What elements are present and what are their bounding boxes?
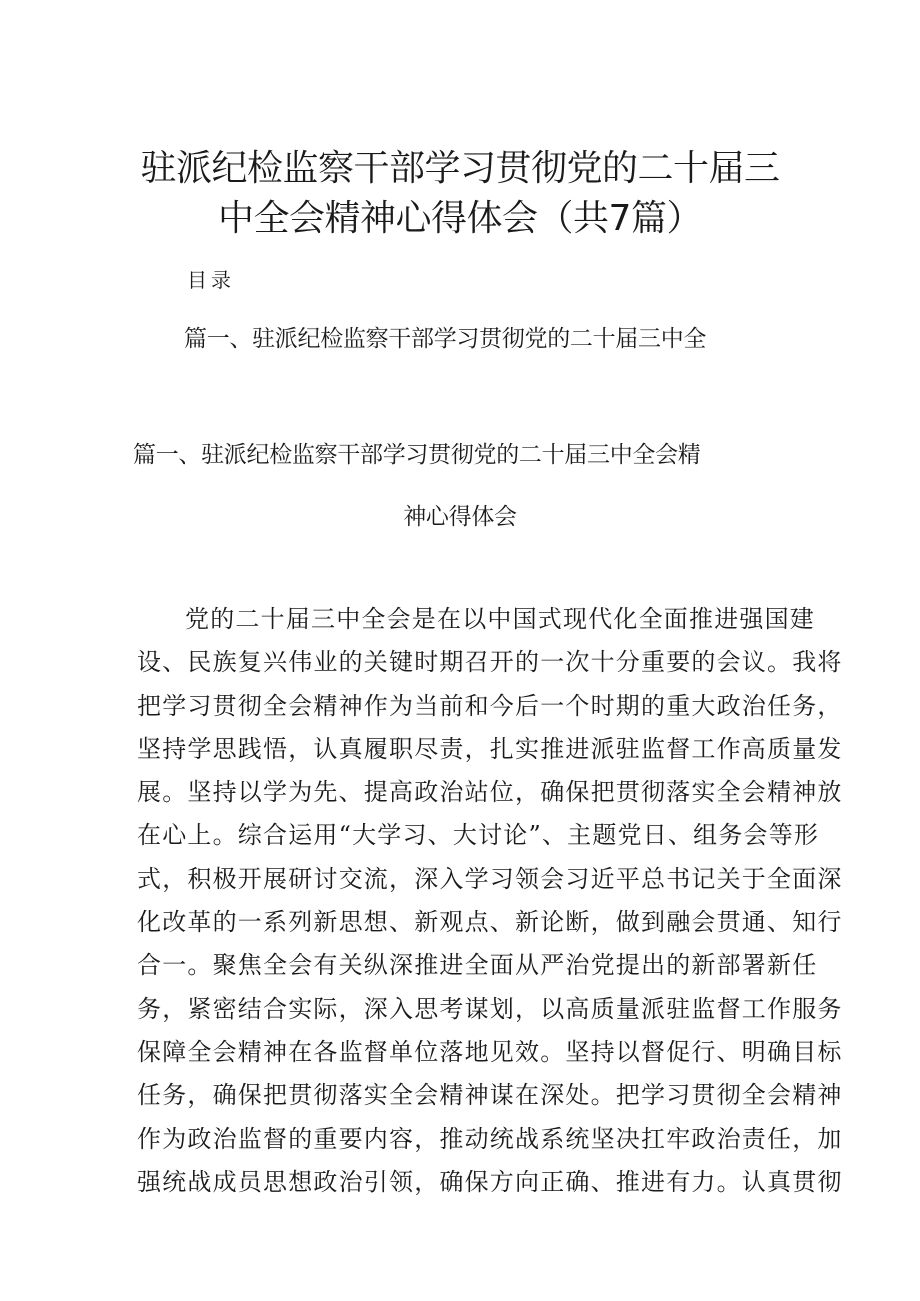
body-line: 保障全会精神在各监督单位落地见效。坚持以督促行、明确目标 [137, 1037, 843, 1066]
body-line: 坚持学思践悟，认真履职尽责，扎实推进派驻监督工作高质量发 [137, 734, 843, 763]
toc-item-1[interactable]: 篇一、驻派纪检监察干部学习贯彻党的二十届三中全 [184, 326, 707, 352]
body-line: 展。坚持以学为先、提高政治站位，确保把贯彻落实全会精神放 [137, 778, 843, 807]
body-text [137, 598, 843, 1204]
body-line: 合一。聚焦全会有关纵深推进全面从严治党提出的新部署新任 [137, 951, 818, 980]
body-line: 务，紧密结合实际，深入思考谋划，以高质量派驻监督工作服务 [137, 994, 843, 1023]
section-heading-line-1: 篇一、驻派纪检监察干部学习贯彻党的二十届三中全会精 [133, 442, 701, 468]
body-line: 把学习贯彻全会精神作为当前和今后一个时期的重大政治任务， [137, 691, 843, 720]
body-line: 式，积极开展研讨交流，深入学习领会习近平总书记关于全面深 [137, 864, 843, 893]
section-heading-line-2: 神心得体会 [403, 504, 517, 530]
title-line-2: 中全会精神心得体会（共7篇） [218, 198, 702, 239]
body-line: 任务，确保把贯彻落实全会精神谋在深处。把学习贯彻全会精神 [137, 1081, 843, 1110]
body-line: 强统战成员思想政治引领，确保方向正确、推进有力。认真贯彻 [137, 1167, 843, 1196]
body-line: 化改革的一系列新思想、新观点、新论断，做到融会贯通、知行 [137, 908, 843, 937]
body-line: 党的二十届三中全会是在以中国式现代化全面推进强国建 [185, 605, 815, 633]
body-line: 在心上。综合运用“大学习、大讨论”、主题党日、组务会等形 [137, 821, 820, 850]
toc-label: 目录 [187, 268, 235, 292]
body-line: 设、民族复兴伟业的关键时期召开的一次十分重要的会议。我将 [137, 648, 843, 677]
document-title [0, 144, 920, 244]
title-line-1: 驻派纪检监察干部学习贯彻党的二十届三 [140, 148, 780, 189]
body-line: 作为政治监督的重要内容，推动统战系统坚决扛牢政治责任，加 [137, 1124, 843, 1153]
